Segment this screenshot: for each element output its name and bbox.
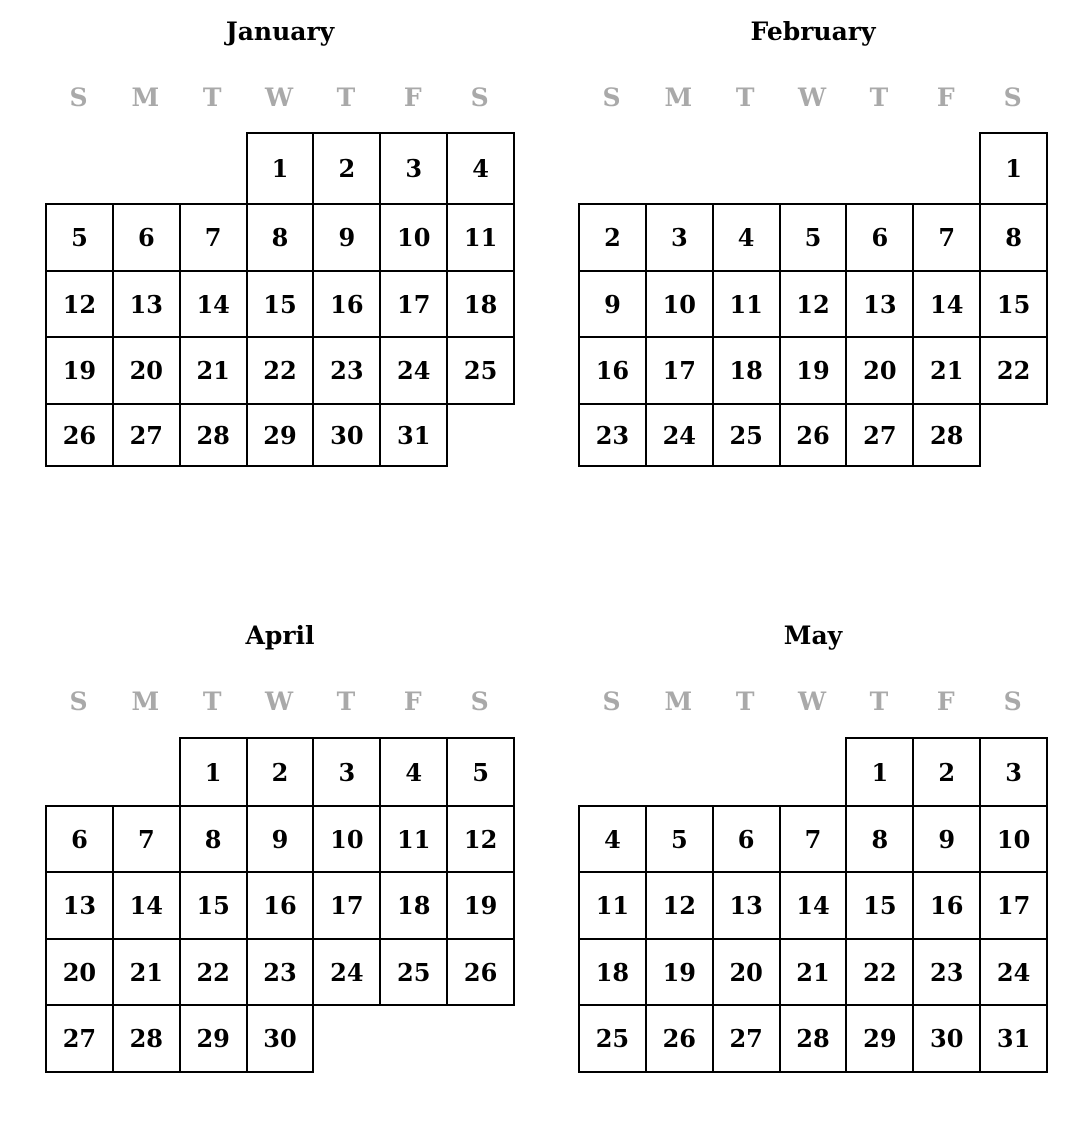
weekday-header: M: [664, 83, 693, 112]
day-cell: 4: [379, 737, 448, 807]
weekday-header: M: [664, 687, 693, 716]
weekday-header: W: [265, 83, 294, 112]
day-cell: 30: [246, 1004, 315, 1073]
weekday-header: T: [336, 687, 356, 716]
weekday-header: F: [403, 687, 422, 716]
day-cell: 19: [645, 938, 714, 1006]
day-cell: 14: [179, 270, 248, 338]
day-cell: 6: [112, 203, 181, 272]
day-cell: 8: [179, 805, 248, 873]
day-cell: 11: [379, 805, 448, 873]
weekday-header: S: [602, 83, 621, 112]
day-cell: 3: [979, 737, 1048, 807]
day-cell: 22: [845, 938, 914, 1006]
day-cell: 21: [779, 938, 848, 1006]
day-cell: 26: [45, 403, 114, 467]
day-cell: 24: [979, 938, 1048, 1006]
day-cell: 18: [712, 336, 781, 405]
day-cell: 20: [845, 336, 914, 405]
month-title: January: [225, 17, 335, 46]
day-cell: 11: [712, 270, 781, 338]
day-cell: 5: [446, 737, 515, 807]
day-cell: 5: [779, 203, 848, 272]
day-cell: 17: [645, 336, 714, 405]
day-cell: 27: [845, 403, 914, 467]
day-cell: 9: [312, 203, 381, 272]
weekday-header: T: [336, 83, 356, 112]
day-cell: 2: [246, 737, 315, 807]
weekday-header: M: [131, 687, 160, 716]
day-cell: 12: [45, 270, 114, 338]
day-cell: 7: [112, 805, 181, 873]
day-cell: 2: [912, 737, 981, 807]
day-cell: 22: [179, 938, 248, 1006]
day-cell: 20: [712, 938, 781, 1006]
day-cell: 9: [578, 270, 647, 338]
day-cell: 13: [845, 270, 914, 338]
day-cell: 28: [179, 403, 248, 467]
day-cell: 20: [45, 938, 114, 1006]
day-cell: 8: [979, 203, 1048, 272]
day-cell: 3: [645, 203, 714, 272]
day-cell: 5: [45, 203, 114, 272]
day-cell: 25: [578, 1004, 647, 1073]
day-cell: 24: [379, 336, 448, 405]
day-cell: 12: [446, 805, 515, 873]
day-cell: 20: [112, 336, 181, 405]
weekday-header: W: [798, 687, 827, 716]
day-cell: 4: [712, 203, 781, 272]
weekday-header: F: [936, 83, 955, 112]
weekday-header: T: [202, 83, 222, 112]
day-cell: 25: [712, 403, 781, 467]
day-cell: 21: [112, 938, 181, 1006]
day-cell: 18: [379, 871, 448, 940]
day-cell: 24: [645, 403, 714, 467]
day-cell: 10: [379, 203, 448, 272]
day-cell: 30: [312, 403, 381, 467]
day-cell: 7: [179, 203, 248, 272]
day-cell: 23: [912, 938, 981, 1006]
day-cell: 16: [578, 336, 647, 405]
day-cell: 26: [779, 403, 848, 467]
day-cell: 27: [712, 1004, 781, 1073]
day-cell: 26: [645, 1004, 714, 1073]
day-cell: 7: [779, 805, 848, 873]
weekday-header: S: [69, 83, 88, 112]
weekday-header: T: [735, 687, 755, 716]
day-cell: 16: [912, 871, 981, 940]
day-cell: 13: [45, 871, 114, 940]
day-cell: 27: [112, 403, 181, 467]
day-cell: 19: [446, 871, 515, 940]
day-cell: 7: [912, 203, 981, 272]
weekday-header: W: [265, 687, 294, 716]
day-cell: 4: [446, 132, 515, 205]
month-title: February: [750, 17, 876, 46]
weekday-header: W: [798, 83, 827, 112]
day-cell: 15: [979, 270, 1048, 338]
weekday-header: T: [202, 687, 222, 716]
weekday-header: S: [1003, 687, 1022, 716]
day-cell: 6: [45, 805, 114, 873]
weekday-header: T: [869, 687, 889, 716]
day-cell: 18: [578, 938, 647, 1006]
day-cell: 29: [845, 1004, 914, 1073]
day-cell: 29: [179, 1004, 248, 1073]
month-title: April: [245, 621, 315, 650]
day-cell: 14: [912, 270, 981, 338]
day-cell: 9: [246, 805, 315, 873]
day-cell: 10: [312, 805, 381, 873]
weekday-header: S: [69, 687, 88, 716]
weekday-header: F: [936, 687, 955, 716]
weekday-header: S: [602, 687, 621, 716]
day-cell: 17: [379, 270, 448, 338]
day-cell: 17: [312, 871, 381, 940]
day-cell: 3: [312, 737, 381, 807]
day-cell: 14: [779, 871, 848, 940]
day-cell: 19: [45, 336, 114, 405]
day-cell: 21: [179, 336, 248, 405]
day-cell: 6: [712, 805, 781, 873]
day-cell: 2: [312, 132, 381, 205]
day-cell: 19: [779, 336, 848, 405]
day-cell: 18: [446, 270, 515, 338]
day-cell: 29: [246, 403, 315, 467]
day-cell: 1: [845, 737, 914, 807]
day-cell: 2: [578, 203, 647, 272]
day-cell: 22: [246, 336, 315, 405]
day-cell: 23: [312, 336, 381, 405]
day-cell: 16: [246, 871, 315, 940]
day-cell: 11: [578, 871, 647, 940]
weekday-header: S: [470, 687, 489, 716]
day-cell: 28: [112, 1004, 181, 1073]
day-cell: 24: [312, 938, 381, 1006]
day-cell: 4: [578, 805, 647, 873]
month-title: May: [783, 621, 843, 650]
day-cell: 25: [446, 336, 515, 405]
day-cell: 15: [179, 871, 248, 940]
day-cell: 17: [979, 871, 1048, 940]
day-cell: 23: [578, 403, 647, 467]
day-cell: 27: [45, 1004, 114, 1073]
day-cell: 5: [645, 805, 714, 873]
weekday-header: M: [131, 83, 160, 112]
day-cell: 25: [379, 938, 448, 1006]
day-cell: 11: [446, 203, 515, 272]
day-cell: 14: [112, 871, 181, 940]
day-cell: 13: [712, 871, 781, 940]
day-cell: 23: [246, 938, 315, 1006]
day-cell: 28: [912, 403, 981, 467]
day-cell: 10: [979, 805, 1048, 873]
day-cell: 10: [645, 270, 714, 338]
day-cell: 15: [845, 871, 914, 940]
day-cell: 31: [379, 403, 448, 467]
day-cell: 22: [979, 336, 1048, 405]
day-cell: 8: [246, 203, 315, 272]
day-cell: 6: [845, 203, 914, 272]
day-cell: 21: [912, 336, 981, 405]
day-cell: 28: [779, 1004, 848, 1073]
weekday-header: S: [470, 83, 489, 112]
day-cell: 3: [379, 132, 448, 205]
day-cell: 26: [446, 938, 515, 1006]
day-cell: 30: [912, 1004, 981, 1073]
weekday-header: F: [403, 83, 422, 112]
day-cell: 1: [179, 737, 248, 807]
day-cell: 9: [912, 805, 981, 873]
day-cell: 31: [979, 1004, 1048, 1073]
day-cell: 13: [112, 270, 181, 338]
day-cell: 15: [246, 270, 315, 338]
weekday-header: T: [869, 83, 889, 112]
day-cell: 1: [246, 132, 315, 205]
day-cell: 12: [645, 871, 714, 940]
day-cell: 16: [312, 270, 381, 338]
weekday-header: T: [735, 83, 755, 112]
day-cell: 1: [979, 132, 1048, 205]
day-cell: 8: [845, 805, 914, 873]
day-cell: 12: [779, 270, 848, 338]
weekday-header: S: [1003, 83, 1022, 112]
